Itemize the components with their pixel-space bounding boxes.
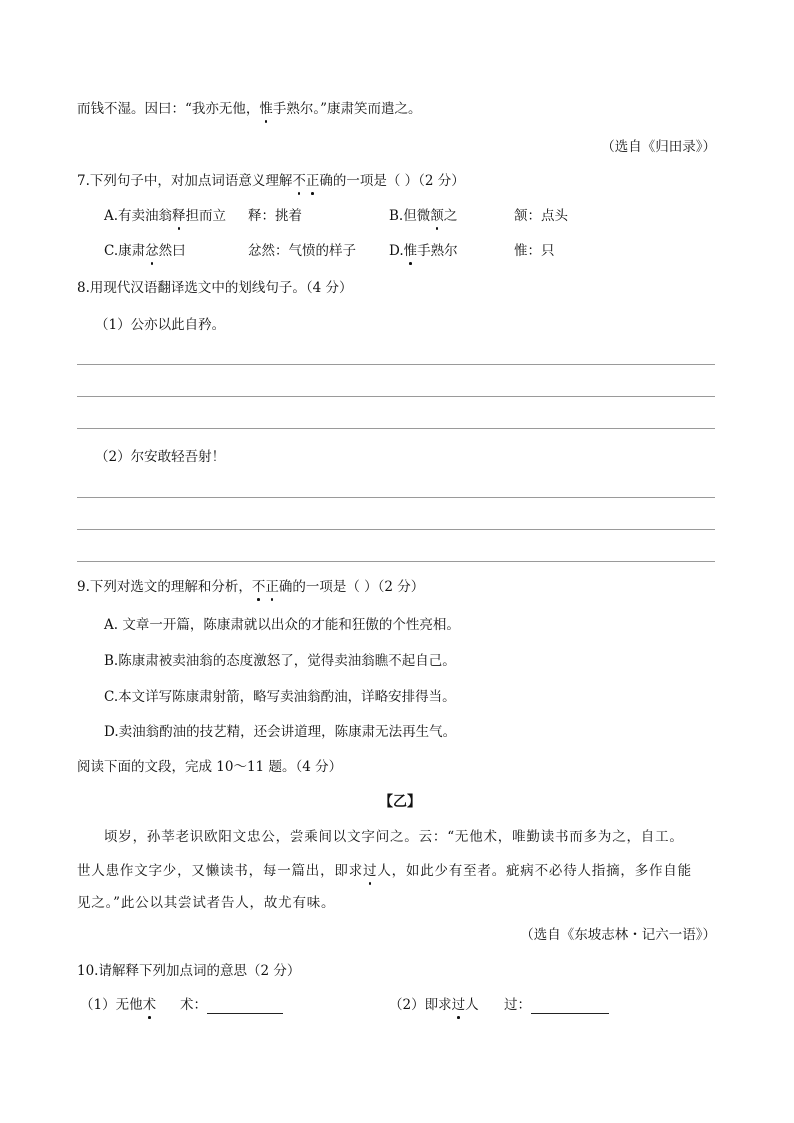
answer-blank[interactable] — [207, 999, 283, 1014]
text: （1）无他 — [80, 997, 143, 1013]
passage-yi-heading: 【乙】 — [379, 794, 421, 810]
passage-yi-line-2 — [77, 862, 692, 880]
question-10-item-1 — [80, 996, 156, 1014]
text: 确的一项是（ ）（2 分） — [319, 173, 465, 189]
question-7-option-d-gloss: 惟：只 — [514, 243, 555, 259]
passage-yi-line-3: 见之。”此公以其尝试者告人，故尤有味。 — [77, 895, 336, 911]
text: 手熟尔。”康肃笑而遣之。 — [272, 101, 422, 117]
text: A.有卖油翁 — [104, 208, 173, 224]
dotted-char: 忿 — [145, 243, 159, 259]
text: 然曰 — [158, 243, 186, 259]
answer-blank[interactable] — [531, 999, 609, 1014]
text: 人，如此少有至者。疵病不必待人指摘，多作自能 — [377, 863, 692, 879]
dotted-char: 过 — [363, 863, 378, 879]
question-7-option-b-gloss: 颔：点头 — [514, 208, 568, 224]
text: 而钱不湿。因曰：“我亦无他， — [77, 101, 260, 117]
passage-yi-line-1: 顷岁，孙莘老识欧阳文忠公，尝乘间以文字问之。云：“无他术，唯勤读书而多为之，自工。 — [104, 829, 684, 845]
text: （2）即求 — [389, 997, 452, 1013]
text: 9.下列对选文的理解和分析， — [77, 579, 252, 595]
question-8-stem: 8.用现代汉语翻译选文中的划线句子。（4 分） — [77, 280, 353, 296]
label: 过： — [504, 997, 531, 1013]
text: 担而立 — [185, 208, 227, 224]
question-9-option-a: A. 文章一开篇，陈康肃就以出众的才能和狂傲的个性亮相。 — [104, 617, 460, 633]
text: C.康肃 — [104, 243, 146, 259]
dotted-char: 不 — [292, 173, 306, 189]
text: 确的一项是（ ）（2 分） — [278, 579, 425, 595]
question-8-sentence-2: （2）尔安敢轻吾射！ — [95, 449, 226, 465]
source-citation-guitianlu: （选自《归田录》） — [601, 139, 716, 155]
question-8-sentence-1: （1）公亦以此自矜。 — [95, 317, 226, 333]
question-10-item-2-answer — [504, 996, 609, 1014]
question-9-option-d: D.卖油翁酌油的技艺精，还会讲道理，陈康肃无法再生气。 — [104, 724, 457, 740]
question-9-stem — [77, 578, 424, 596]
question-10-item-1-answer — [180, 996, 283, 1014]
text: 手熟尔 — [417, 243, 458, 259]
answer-line[interactable] — [77, 364, 715, 365]
question-9-option-b: B.陈康肃被卖油翁的态度激怒了，觉得卖油翁瞧不起自己。 — [104, 653, 456, 669]
answer-line[interactable] — [77, 561, 715, 562]
text: B.但微 — [389, 208, 431, 224]
source-citation-dongpo: （选自《东坡志林・记六一语》） — [520, 927, 716, 943]
question-7-option-c-gloss: 忿然：气愤的样子 — [248, 243, 356, 259]
question-9-option-c: C.本文详写陈康肃射箭，略写卖油翁酌油，详略安排得当。 — [104, 689, 456, 705]
answer-line[interactable] — [77, 529, 715, 530]
answer-line[interactable] — [77, 396, 715, 397]
dotted-char: 惟 — [403, 243, 418, 259]
question-7-option-a — [104, 207, 226, 225]
text: 人 — [465, 997, 479, 1013]
text: 世人患作文字少，又懒读书，每一篇出，即求 — [77, 863, 363, 879]
dotted-char: 释 — [172, 208, 186, 224]
question-7-stem — [77, 172, 465, 190]
text: 7.下列句子中，对加点词语意义理解 — [77, 173, 293, 189]
dotted-char: 颔 — [430, 208, 444, 224]
dotted-char: 正 — [265, 579, 279, 595]
label: 术： — [180, 997, 207, 1013]
dotted-char: 正 — [305, 173, 320, 189]
question-10-stem: 10.请解释下列加点词的意思（2 分） — [77, 963, 301, 979]
question-7-option-d — [389, 242, 458, 260]
answer-line[interactable] — [77, 428, 715, 429]
text: D. — [389, 243, 404, 259]
passage-jia-line — [77, 100, 422, 118]
dotted-char: 惟 — [259, 101, 273, 117]
dotted-char: 过 — [451, 997, 466, 1013]
reading-instruction: 阅读下面的文段，完成 10～11 题。（4 分） — [77, 759, 343, 775]
question-7-option-c — [104, 242, 186, 260]
dotted-char: 术 — [142, 997, 157, 1013]
text: 之 — [443, 208, 458, 224]
dotted-char: 不 — [251, 579, 266, 595]
question-7-option-a-gloss: 释：挑着 — [248, 208, 302, 224]
answer-line[interactable] — [77, 497, 715, 498]
question-7-option-b — [389, 207, 457, 225]
question-10-item-2 — [389, 996, 479, 1014]
